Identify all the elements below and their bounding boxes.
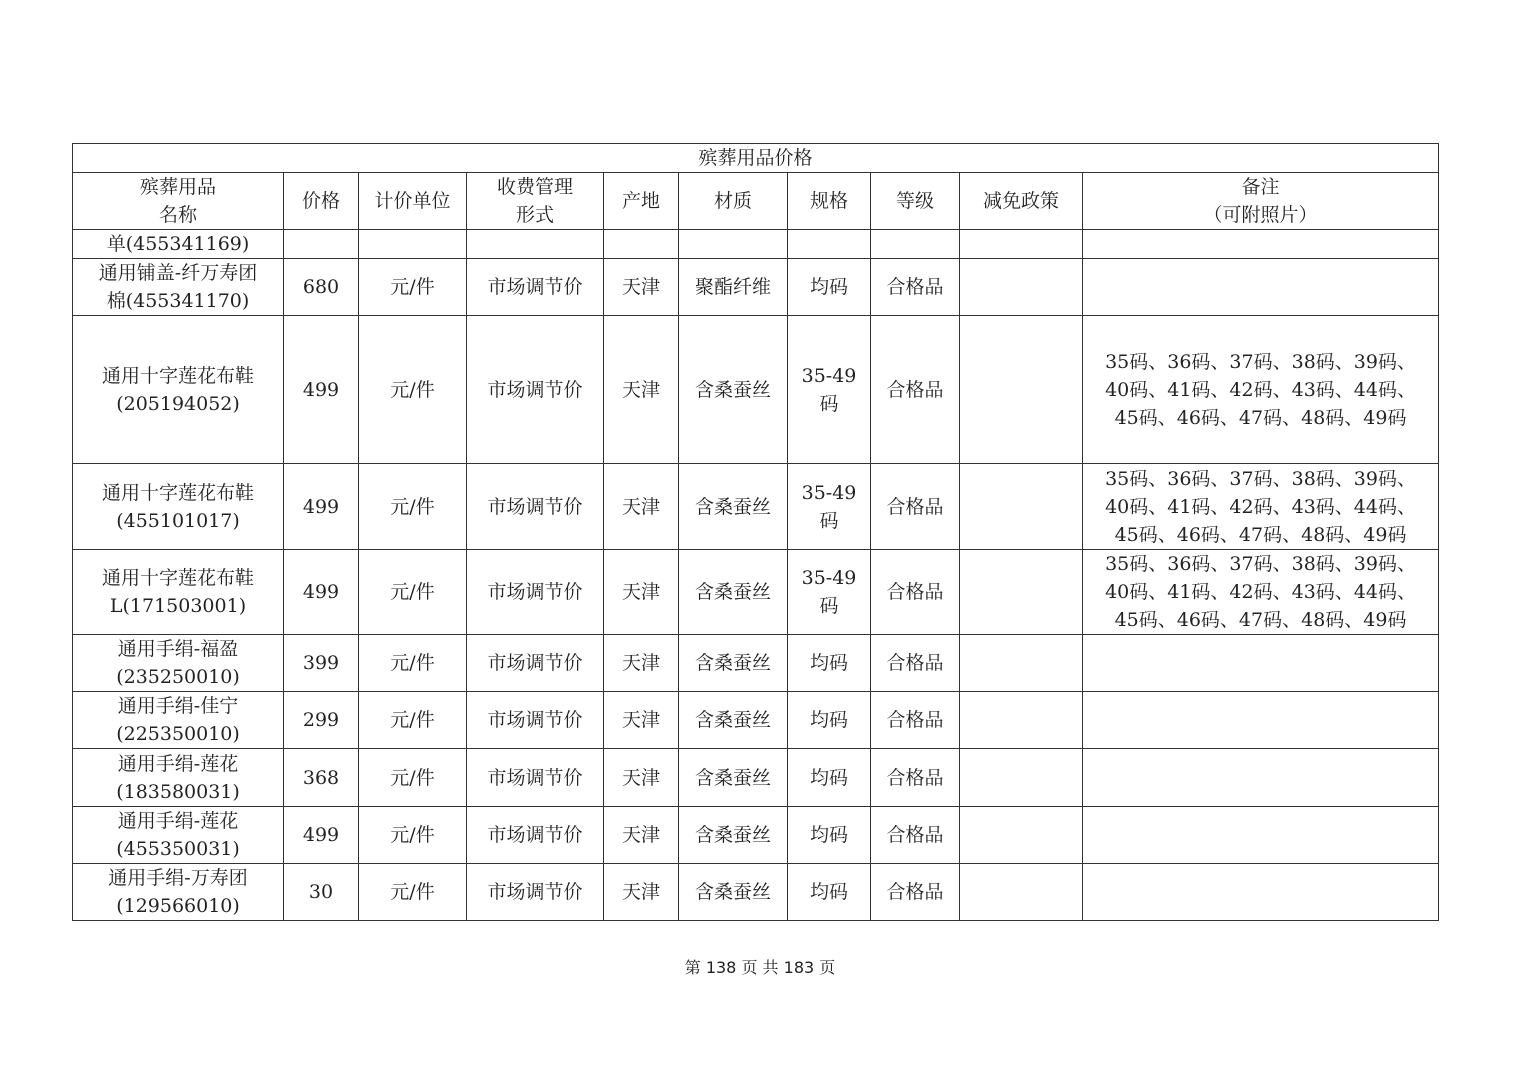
cell-grade: 合格品	[871, 464, 960, 550]
cell-name-line: (455350031)	[116, 838, 240, 860]
cell-note	[1083, 316, 1439, 464]
cell-note	[1083, 550, 1439, 635]
table-row	[73, 807, 1439, 864]
funeral-supplies-price-table	[72, 143, 1439, 921]
cell-material	[679, 230, 788, 259]
cell-spec-line: 码	[819, 595, 839, 617]
table-body	[73, 230, 1439, 921]
header-relief	[960, 173, 1083, 230]
table-row	[73, 692, 1439, 749]
cell-grade: 合格品	[871, 635, 960, 692]
cell-spec-line: 均码	[809, 709, 848, 731]
header-note	[1083, 173, 1439, 230]
cell-fee-type: 市场调节价	[467, 316, 604, 464]
cell-fee-type: 市场调节价	[467, 692, 604, 749]
cell-note	[1083, 692, 1439, 749]
cell-relief	[960, 464, 1083, 550]
cell-grade: 合格品	[871, 259, 960, 316]
table-row	[73, 550, 1439, 635]
table-row	[73, 316, 1439, 464]
cell-relief	[960, 316, 1083, 464]
cell-spec-line: 均码	[809, 824, 848, 846]
header-line: 产地	[621, 190, 660, 212]
table-row	[73, 635, 1439, 692]
cell-fee-type: 市场调节价	[467, 464, 604, 550]
cell-grade: 合格品	[871, 807, 960, 864]
header-line: 等级	[895, 190, 934, 212]
cell-origin: 天津	[604, 635, 679, 692]
cell-grade: 合格品	[871, 692, 960, 749]
cell-spec-line: 码	[819, 509, 839, 532]
cell-note-line: 45码、46码、47码、48码、49码	[1114, 609, 1407, 631]
cell-name	[73, 230, 284, 259]
header-spec	[788, 173, 871, 230]
cell-spec	[788, 692, 871, 749]
cell-price: 299	[284, 692, 359, 749]
cell-fee-type: 市场调节价	[467, 550, 604, 635]
cell-price: 499	[284, 807, 359, 864]
cell-name	[73, 864, 284, 921]
cell-note-line: 40码、41码、42码、43码、44码、	[1105, 495, 1416, 518]
page-footer	[0, 955, 1520, 978]
table-row	[73, 864, 1439, 921]
header-line: 规格	[809, 190, 848, 212]
cell-note-line: 35码、36码、37码、38码、39码、	[1105, 553, 1416, 575]
table-title: 殡葬用品价格	[73, 144, 1439, 173]
cell-spec-line: 均码	[809, 766, 848, 789]
cell-name-line: 通用手绢-莲花	[117, 752, 239, 775]
cell-spec	[788, 635, 871, 692]
cell-price: 680	[284, 259, 359, 316]
header-name	[73, 173, 284, 230]
current-page-number: 138	[705, 958, 737, 977]
cell-name	[73, 550, 284, 635]
header-row	[73, 173, 1439, 230]
cell-unit: 元/件	[359, 259, 467, 316]
cell-note	[1083, 230, 1439, 259]
cell-name-line: 通用铺盖-纤万寿团	[98, 262, 258, 284]
cell-spec-line: 均码	[809, 276, 848, 298]
cell-name	[73, 807, 284, 864]
cell-name	[73, 316, 284, 464]
cell-material: 含桑蚕丝	[679, 635, 788, 692]
cell-name-line: 通用手绢-莲花	[117, 810, 239, 832]
cell-relief	[960, 807, 1083, 864]
cell-name-line: 通用手绢-万寿团	[108, 867, 248, 889]
cell-name	[73, 692, 284, 749]
cell-name-line: 通用十字莲花布鞋	[101, 567, 254, 589]
cell-name	[73, 749, 284, 807]
cell-note-line: 45码、46码、47码、48码、49码	[1114, 523, 1407, 546]
cell-price: 499	[284, 316, 359, 464]
header-line: （可附照片）	[1203, 204, 1318, 226]
cell-fee-type: 市场调节价	[467, 259, 604, 316]
table-row	[73, 464, 1439, 550]
cell-unit: 元/件	[359, 864, 467, 921]
cell-name-line: 通用手绢-福盈	[117, 638, 239, 660]
cell-grade: 合格品	[871, 864, 960, 921]
cell-note-line: 35码、36码、37码、38码、39码、	[1105, 350, 1416, 373]
cell-fee-type: 市场调节价	[467, 749, 604, 807]
header-line: 备注	[1241, 176, 1280, 198]
cell-unit: 元/件	[359, 635, 467, 692]
table-row	[73, 749, 1439, 807]
cell-unit: 元/件	[359, 464, 467, 550]
cell-origin: 天津	[604, 316, 679, 464]
cell-material: 含桑蚕丝	[679, 550, 788, 635]
cell-name-line: 通用十字莲花布鞋	[101, 481, 254, 504]
cell-note-line: 35码、36码、37码、38码、39码、	[1105, 467, 1416, 490]
cell-spec	[788, 259, 871, 316]
cell-spec-line: 码	[819, 392, 839, 415]
cell-material: 含桑蚕丝	[679, 807, 788, 864]
header-line: 收费管理	[496, 176, 573, 198]
cell-relief	[960, 692, 1083, 749]
header-material	[679, 173, 788, 230]
cell-name	[73, 635, 284, 692]
cell-material: 含桑蚕丝	[679, 749, 788, 807]
cell-origin	[604, 230, 679, 259]
cell-material: 含桑蚕丝	[679, 864, 788, 921]
cell-note	[1083, 464, 1439, 550]
cell-grade: 合格品	[871, 550, 960, 635]
cell-origin: 天津	[604, 807, 679, 864]
header-line: 计价单位	[374, 190, 451, 212]
cell-spec	[788, 316, 871, 464]
cell-name-line: 通用十字莲花布鞋	[101, 364, 254, 387]
cell-spec	[788, 550, 871, 635]
cell-spec-line: 均码	[809, 652, 848, 674]
footer-middle: 页 共	[741, 958, 779, 977]
cell-spec	[788, 464, 871, 550]
cell-origin: 天津	[604, 550, 679, 635]
cell-price: 30	[284, 864, 359, 921]
cell-name	[73, 259, 284, 316]
cell-price: 368	[284, 749, 359, 807]
cell-price	[284, 230, 359, 259]
cell-name-line: 棉(455341170)	[106, 290, 250, 312]
cell-name-line: (129566010)	[116, 895, 240, 917]
cell-relief	[960, 749, 1083, 807]
header-price	[284, 173, 359, 230]
header-fee-type	[467, 173, 604, 230]
header-line: 价格	[301, 190, 340, 212]
cell-unit: 元/件	[359, 807, 467, 864]
cell-unit	[359, 230, 467, 259]
cell-note-line: 45码、46码、47码、48码、49码	[1114, 406, 1407, 429]
cell-relief	[960, 550, 1083, 635]
cell-name-line: (235250010)	[116, 666, 240, 688]
cell-spec-line: 35-49	[801, 364, 857, 387]
cell-relief	[960, 635, 1083, 692]
cell-fee-type: 市场调节价	[467, 864, 604, 921]
cell-name-line: (205194052)	[116, 392, 240, 415]
cell-spec	[788, 807, 871, 864]
cell-fee-type	[467, 230, 604, 259]
cell-name	[73, 464, 284, 550]
cell-origin: 天津	[604, 864, 679, 921]
cell-name-line: L(171503001)	[109, 595, 247, 617]
header-line: 材质	[713, 190, 752, 212]
cell-name-line: (183580031)	[116, 780, 240, 803]
cell-spec-line: 35-49	[801, 567, 857, 589]
table-row	[73, 230, 1439, 259]
footer-suffix: 页	[819, 958, 836, 977]
cell-name-line: 单(455341169)	[106, 233, 250, 255]
header-grade	[871, 173, 960, 230]
cell-spec-line: 均码	[809, 881, 848, 903]
cell-fee-type: 市场调节价	[467, 807, 604, 864]
cell-note	[1083, 864, 1439, 921]
cell-relief	[960, 259, 1083, 316]
total-page-number: 183	[783, 958, 815, 977]
cell-material: 含桑蚕丝	[679, 692, 788, 749]
header-line: 减免政策	[982, 190, 1059, 212]
cell-note	[1083, 749, 1439, 807]
cell-unit: 元/件	[359, 749, 467, 807]
cell-unit: 元/件	[359, 692, 467, 749]
cell-material: 含桑蚕丝	[679, 316, 788, 464]
cell-material: 含桑蚕丝	[679, 464, 788, 550]
cell-grade: 合格品	[871, 749, 960, 807]
cell-origin: 天津	[604, 259, 679, 316]
cell-grade: 合格品	[871, 316, 960, 464]
cell-note	[1083, 807, 1439, 864]
cell-spec	[788, 864, 871, 921]
cell-relief	[960, 864, 1083, 921]
cell-spec	[788, 230, 871, 259]
cell-name-line: (225350010)	[116, 723, 240, 745]
cell-name-line: 通用手绢-佳宁	[117, 695, 239, 717]
header-line: 殡葬用品	[139, 176, 216, 198]
cell-price: 499	[284, 550, 359, 635]
header-unit	[359, 173, 467, 230]
cell-origin: 天津	[604, 692, 679, 749]
cell-unit: 元/件	[359, 550, 467, 635]
cell-origin: 天津	[604, 749, 679, 807]
cell-unit: 元/件	[359, 316, 467, 464]
cell-price: 499	[284, 464, 359, 550]
header-line: 名称	[158, 204, 197, 226]
footer-prefix: 第	[684, 958, 701, 977]
cell-grade	[871, 230, 960, 259]
cell-spec-line: 35-49	[801, 481, 857, 504]
cell-price: 399	[284, 635, 359, 692]
table-row	[73, 259, 1439, 316]
cell-spec	[788, 749, 871, 807]
header-line: 形式	[515, 204, 554, 226]
cell-fee-type: 市场调节价	[467, 635, 604, 692]
cell-name-line: (455101017)	[116, 509, 240, 532]
cell-note	[1083, 259, 1439, 316]
cell-origin: 天津	[604, 464, 679, 550]
cell-note-line: 40码、41码、42码、43码、44码、	[1105, 581, 1416, 603]
header-origin	[604, 173, 679, 230]
cell-note-line: 40码、41码、42码、43码、44码、	[1105, 378, 1416, 401]
cell-material: 聚酯纤维	[679, 259, 788, 316]
cell-relief	[960, 230, 1083, 259]
cell-note	[1083, 635, 1439, 692]
